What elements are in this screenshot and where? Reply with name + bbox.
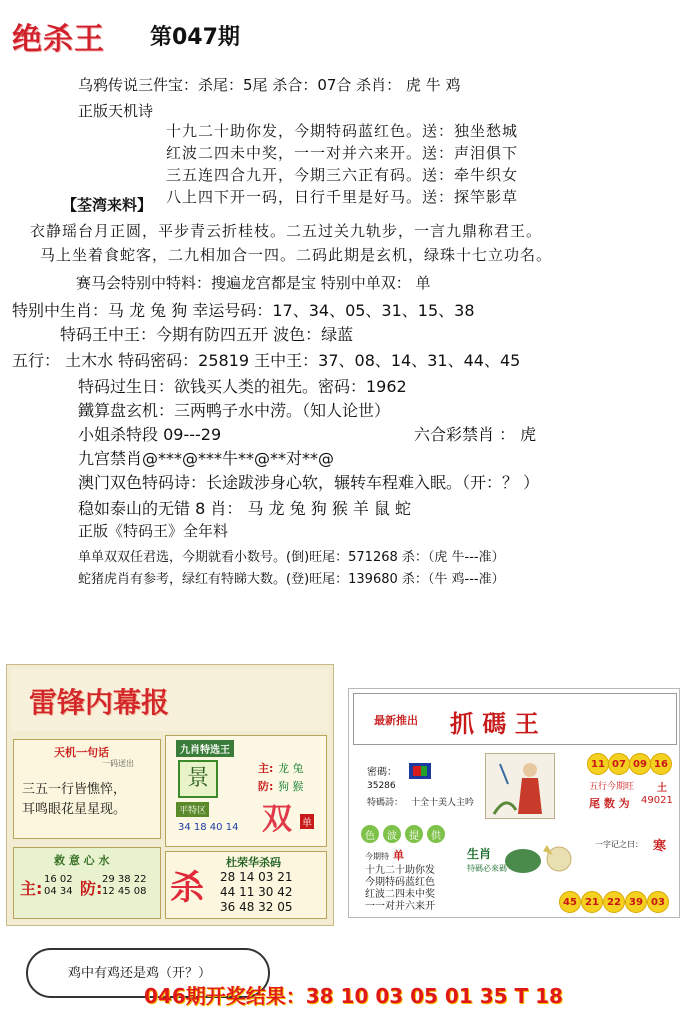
brand-title: 绝杀王 xyxy=(12,22,105,57)
cloud-text: 鸡中有鸡还是鸡（开？） xyxy=(68,966,212,981)
main2-row-2: 04 34 xyxy=(44,886,73,897)
chip-3: 提 xyxy=(405,825,423,843)
selection-box xyxy=(165,735,327,847)
single-value: 单 xyxy=(393,849,404,862)
r-poem-2: 今期特码蓝红色 xyxy=(365,877,435,888)
figure-illustration xyxy=(485,753,555,819)
wuxing-label: 五行今期旺 xyxy=(589,782,635,792)
zhuamawang-panel xyxy=(348,688,680,918)
kill-range-line: 小姐杀特段 09---29 xyxy=(78,425,222,444)
kill-row-1: 28 14 03 21 xyxy=(220,870,293,884)
kill-char: 杀 xyxy=(170,868,204,908)
abacus-line: 鐵算盘玄机：三两鸭子水中涝。（知人论世） xyxy=(78,401,391,420)
def2-row-1: 29 38 22 xyxy=(102,874,147,885)
zmw-code-area xyxy=(355,751,675,821)
tail-value: 49021 xyxy=(641,795,673,806)
special-value: 十全十美人主吟 xyxy=(411,798,475,808)
leifeng-header xyxy=(11,669,329,731)
dan-char: 单 xyxy=(300,814,314,829)
logo-icon xyxy=(409,763,431,779)
main2-label: 主: xyxy=(20,879,43,898)
oracle-text-2: 耳鸣眼花星星现。 xyxy=(22,802,127,817)
poem-heading: 正版天机诗 xyxy=(78,102,154,120)
poem-line-1: 十九二十助你发，今期特码蓝红色。送：独坐愁城 xyxy=(166,122,519,140)
oracle-box xyxy=(13,739,161,839)
heart-box xyxy=(13,847,161,919)
tail-label: 尾 数 为 xyxy=(589,797,630,810)
tail-line-2: 蛇猪虎肖有参考，绿红有特睇大数。(登)旺尾：139680 杀：（牛 鸡---准） xyxy=(78,572,505,587)
r-poem-3: 红波二四未中奖 xyxy=(365,889,435,900)
zmw-title: 抓 碼 王 xyxy=(450,709,539,738)
defense-label: 防: xyxy=(258,780,274,793)
annual-line: 正版《特码王》全年料 xyxy=(78,522,229,540)
word-label: 一字记之曰： xyxy=(595,840,643,849)
kill-row-2: 44 11 30 42 xyxy=(220,885,293,899)
defense-values: 狗 猴 xyxy=(278,780,304,793)
eight-zodiac-line: 稳如泰山的无错 8 肖： 马 龙 兔 狗 猴 羊 鼠 蛇 xyxy=(78,499,412,518)
tail-line-1: 单单双双任君选，今期就看小数号。(倒)旺尾：571268 杀：（虎 牛---准） xyxy=(78,550,505,565)
horse-club-line: 赛马会特别中特料：搜遍龙宫都是宝 特别中单双： 单 xyxy=(76,274,431,292)
poem-line-2: 红波二四未中奖，一一对并六来开。送：声泪俱下 xyxy=(166,144,519,162)
oracle-sub: 一码送出 xyxy=(102,759,134,768)
wuxing-line: 五行： 土木水 特码密码：25819 王中王：37、08、14、31、44、45 xyxy=(12,351,521,370)
zodiac-label: 生肖 xyxy=(467,847,492,861)
shuang-char: 双 xyxy=(262,802,292,837)
bottom-ball-4: 39 xyxy=(625,891,647,913)
code-value: 35286 xyxy=(367,781,396,791)
verse-line-1: 衣静瑶台月正圆，平步青云折桂枝。二五过关九轨步，一言九鼎称君王。 xyxy=(30,222,543,240)
def2-row-2: 12 45 08 xyxy=(102,886,147,897)
bottom-ball-2: 21 xyxy=(581,891,603,913)
birthday-line: 特码过生日：欲钱买人类的祖先。密码：1962 xyxy=(78,377,407,396)
leifeng-panel xyxy=(6,664,334,926)
zodiac-lucky-line: 特别中生肖：马 龙 兔 狗 幸运号码：17、34、05、31、15、38 xyxy=(12,301,475,320)
chip-4: 供 xyxy=(427,825,445,843)
word-value: 寒 xyxy=(653,839,667,854)
main-values: 龙 兔 xyxy=(278,762,304,775)
main-label: 主: xyxy=(258,762,274,775)
chip-2: 波 xyxy=(383,825,401,843)
scenery-box: 景 xyxy=(178,760,218,798)
source-tag: 【荃湾来料】 xyxy=(62,196,153,214)
top-ball-3: 09 xyxy=(629,753,651,775)
main2-row-1: 16 02 xyxy=(44,874,73,885)
macau-poem-line: 澳门双色特码诗：长途跋涉身心软，辗转车程难入眠。（开：？ ） xyxy=(78,473,540,492)
banned-zodiac-line: 六合彩禁肖 ： 虎 xyxy=(414,425,537,444)
poem-line-3: 三五连四合九开，今期三六正有码。送：牵牛织女 xyxy=(166,166,519,184)
single-label: 今期特 xyxy=(365,852,389,861)
oracle-text-1: 三五一行皆憔悴， xyxy=(22,782,127,797)
special-label: 特碼詩： xyxy=(367,798,404,808)
heart-title: 救 意 心 水 xyxy=(54,854,110,867)
chip-row xyxy=(361,825,445,843)
verse-line-2: 马上坐着食蛇客，二九相加合一四。二码此期是玄机，绿珠十七立功名。 xyxy=(40,246,553,264)
top-ball-4: 16 xyxy=(650,753,672,775)
bottom-ball-1: 45 xyxy=(559,891,581,913)
launch-label: 最新推出 xyxy=(374,714,418,727)
bottom-ball-3: 22 xyxy=(603,891,625,913)
leifeng-title: 雷锋内幕报 xyxy=(29,686,170,719)
animal-illustration xyxy=(499,839,589,879)
wuxing-value: 土 xyxy=(657,783,667,794)
def2-label: 防: xyxy=(80,879,103,898)
top-ball-2: 07 xyxy=(608,753,630,775)
flat-label: 平特区 xyxy=(176,802,209,817)
draw-result: 046期开奖结果：38 10 03 05 01 35 T 18 xyxy=(144,984,563,1008)
code-label: 密碼： xyxy=(367,767,397,778)
zmw-header xyxy=(353,693,677,745)
r-poem-4: 一一对并六来开 xyxy=(365,901,435,912)
chip-1: 色 xyxy=(361,825,379,843)
r-poem-1: 十九二十助你发 xyxy=(365,865,435,876)
figure-image xyxy=(486,754,554,818)
selection-label: 九肖特选王 xyxy=(176,740,234,757)
king-line: 特码王中王：今期有防四五开 波色：绿蓝 xyxy=(60,325,354,344)
flat-numbers: 34 18 40 14 xyxy=(178,822,239,833)
poem-line-4: 八上四下开一码，日行千里是好马。送：探竿影草 xyxy=(166,188,519,206)
crow-legend-line: 乌鸦传说三件宝：杀尾：5尾 杀合：07合 杀肖： 虎 牛 鸡 xyxy=(78,76,461,94)
kill-title: 杜荣华杀码 xyxy=(226,856,281,869)
oracle-title: 天机一句话 xyxy=(54,746,109,759)
kill-row-3: 36 48 32 05 xyxy=(220,900,293,914)
nine-palace-line: 九宫禁肖@***@***牛**@**对**@ xyxy=(78,449,335,468)
bottom-ball-5: 03 xyxy=(647,891,669,913)
zodiac-sub: 特碼必來碼 xyxy=(467,864,507,873)
top-ball-1: 11 xyxy=(587,753,609,775)
kill-box xyxy=(165,851,327,919)
issue-number: 第047期 xyxy=(150,25,240,50)
